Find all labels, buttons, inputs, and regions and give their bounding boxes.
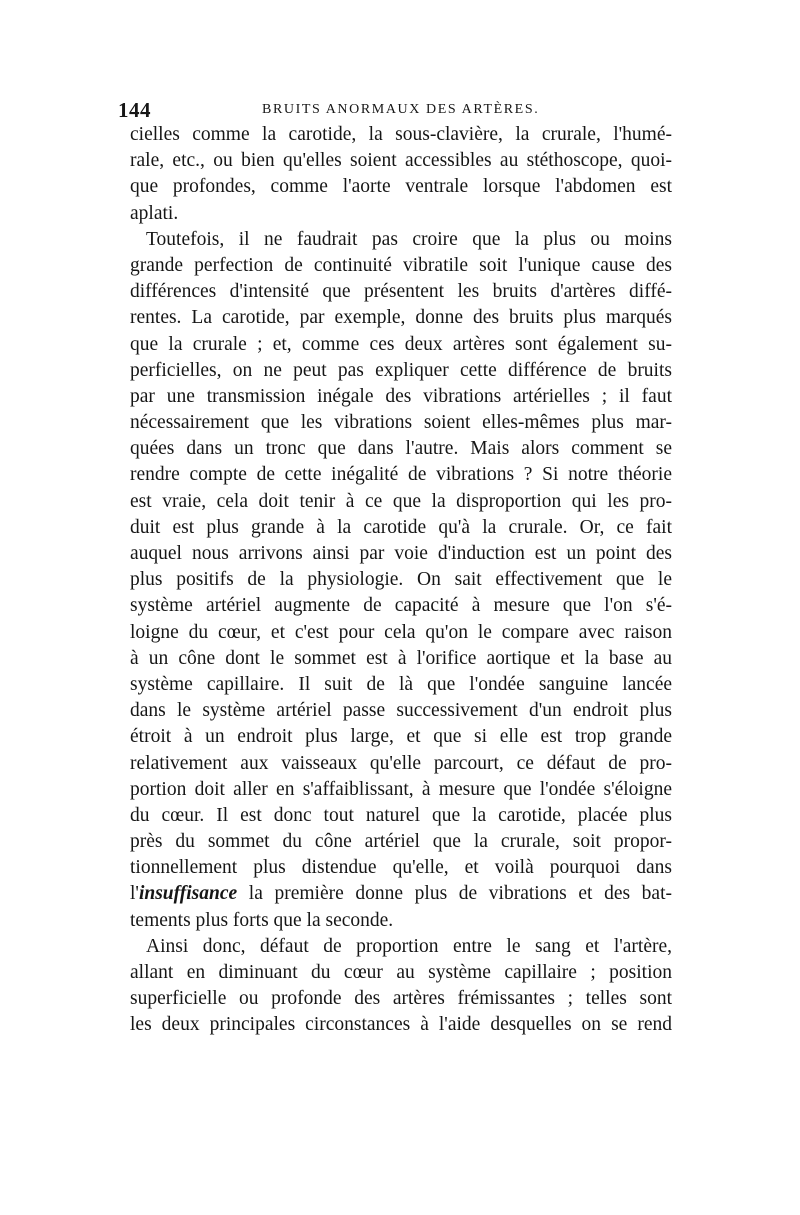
- text-line: superficielle ou profonde des artères frémissantes ; telles sont: [130, 988, 672, 1010]
- text-line: est vraie, cela doit tenir à ce que la disproportion qui les pro-: [130, 490, 672, 512]
- text-line-with-italic: [130, 881, 672, 907]
- text-line: système capillaire. Il suit de là que l'ondée sanguine lancée: [130, 673, 672, 695]
- text-line: aplati.: [130, 202, 179, 224]
- text-line: quées dans un tronc que dans l'autre. Mais alors comment se: [130, 438, 672, 460]
- italic-line-prefix: l': [130, 883, 139, 905]
- text-line: tionnellement plus distendue qu'elle, et voilà pourquoi dans: [130, 857, 672, 879]
- text-line: Toutefois, il ne faudrait pas croire que la plus ou moins: [146, 228, 672, 250]
- text-line: étroit à un endroit plus large, et que si elle est trop grande: [130, 726, 672, 748]
- text-line: système artériel augmente de capacité à mesure que l'on s'é-: [130, 595, 672, 617]
- text-line: allant en diminuant du cœur au système capillaire ; position: [130, 962, 672, 983]
- page-number: 144: [118, 98, 151, 122]
- text-line: nécessairement que les vibrations soient elles-mêmes plus mar-: [130, 412, 672, 434]
- text-line: Ainsi donc, défaut de proportion entre le sang et l'artère,: [146, 935, 672, 957]
- italic-term: insuffisance: [138, 883, 238, 905]
- text-line: rentes. La carotide, par exemple, donne des bruits plus marqués: [130, 307, 672, 329]
- italic-line-rest: la première donne plus de vibrations et des bat-: [237, 883, 672, 905]
- text-line: auquel nous arrivons ainsi par voie d'induction est un point des: [130, 543, 672, 564]
- text-line: dans le système artériel passe successivement d'un endroit plus: [130, 700, 672, 722]
- text-line: cielles comme la carotide, la sous-clavière, la crurale, l'humé-: [130, 124, 672, 145]
- text-line: à un cône dont le sommet est à l'orifice aortique et la base au: [130, 647, 672, 669]
- text-line: rendre compte de cette inégalité de vibrations ? Si notre théorie: [130, 464, 672, 486]
- text-line: perficielles, on ne peut pas expliquer cette différence de bruits: [130, 359, 672, 381]
- body-text: [130, 122, 672, 1039]
- text-line: différences d'intensité que présentent les bruits d'artères diffé-: [130, 281, 672, 303]
- text-line: duit est plus grande à la carotide qu'à la crurale. Or, ce fait: [130, 516, 672, 538]
- text-line: les deux principales circonstances à l'aide desquelles on se rend: [130, 1014, 672, 1036]
- text-line: que la crurale ; et, comme ces deux artères sont également su-: [130, 333, 672, 355]
- text-line: que profondes, comme l'aorte ventrale lorsque l'abdomen est: [130, 176, 672, 198]
- text-line: plus positifs de la physiologie. On sait effectivement que le: [130, 569, 672, 591]
- text-line: tements plus forts que la seconde.: [130, 909, 394, 931]
- text-line: par une transmission inégale des vibrations artérielles ; il faut: [130, 385, 672, 407]
- text-line: rale, etc., ou bien qu'elles soient accessibles au stéthoscope, quoi-: [130, 150, 672, 172]
- text-line: portion doit aller en s'affaiblissant, à mesure que l'ondée s'éloigne: [130, 778, 672, 800]
- text-line: loigne du cœur, et c'est pour cela qu'on le compare avec raison: [130, 621, 672, 643]
- text-line: du cœur. Il est donc tout naturel que la carotide, placée plus: [130, 804, 672, 826]
- running-title: BRUITS ANORMAUX DES ARTÈRES.: [262, 102, 540, 117]
- text-line: grande perfection de continuité vibratile soit l'unique cause des: [130, 254, 672, 276]
- text-line: près du sommet du cône artériel que la crurale, soit propor-: [130, 831, 672, 853]
- text-line: relativement aux vaisseaux qu'elle parcourt, ce défaut de pro-: [130, 752, 672, 774]
